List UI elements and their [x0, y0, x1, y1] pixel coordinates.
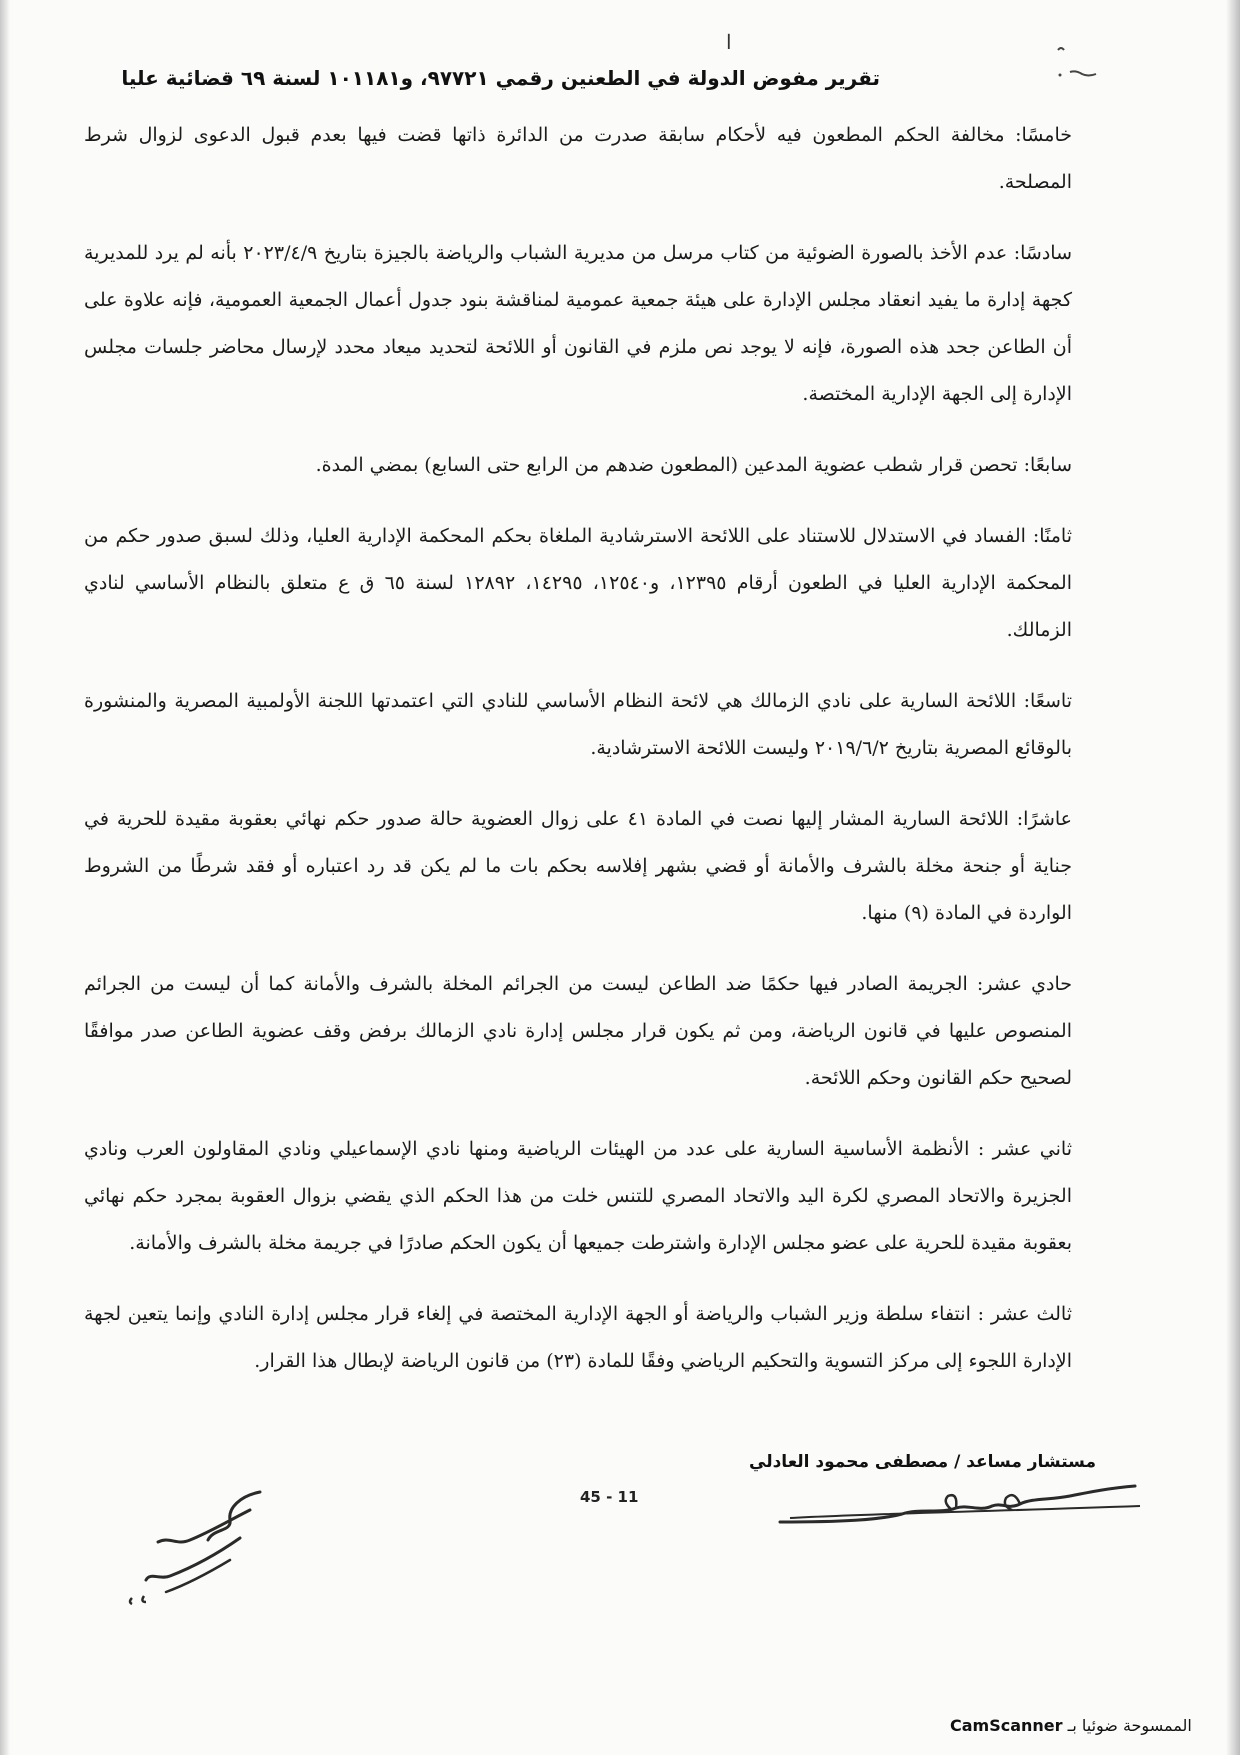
page-edge-left [0, 0, 10, 1755]
paragraph-label: خامسًا: [1015, 124, 1073, 146]
paragraph-text: الجريمة الصادر فيها حكمًا ضد الطاعن ليست من الجرائم المخلة بالشرف والأمانة كما أن ليست من الجرائم المنصوص عليها في قانون الرياضة، ومن ثم يكون قرار مجلس إدارة نادي الزمالك برفض وقف عضوية الطاعن صدر موافقًا لصحيح حكم القانون وحكم اللائحة. [84, 973, 1072, 1089]
paragraph-label: تاسعًا: [1023, 690, 1073, 712]
paragraph-label: ثاني عشر : [977, 1138, 1073, 1160]
footer-prefix: الممسوحة ضوئيا بـ [1067, 1716, 1192, 1735]
paragraph-label: عاشرًا: [1016, 808, 1072, 830]
camscanner-brand: CamScanner [950, 1716, 1063, 1735]
paragraph-text: مخالفة الحكم المطعون فيه لأحكام سابقة صدرت من الدائرة ذاتها قضت فيها بعدم قبول الدعوى لزوال شرط المصلحة. [84, 124, 1072, 193]
paragraph-sixth [84, 230, 1072, 418]
scanner-footer [950, 1716, 1192, 1735]
report-header-title: تقرير مفوض الدولة في الطعنين رقمي ٩٧٧٢١، و١٠١١٨١ لسنة ٦٩ قضائية عليا [121, 66, 880, 90]
paragraph-ninth [84, 678, 1072, 772]
paragraph-label: ثالث عشر : [977, 1303, 1072, 1325]
paragraph-eighth [84, 513, 1072, 654]
paragraph-thirteenth [84, 1291, 1072, 1385]
paragraph-eleventh [84, 961, 1072, 1102]
page-edge-right [1226, 0, 1240, 1755]
paragraph-tenth [84, 796, 1072, 937]
paragraph-label: ثامنًا: [1032, 525, 1072, 547]
paragraph-fifth [84, 112, 1072, 206]
paragraph-seventh [84, 442, 1072, 489]
pen-scribble-mark [1050, 40, 1110, 90]
paragraph-text: اللائحة السارية المشار إليها نصت في المادة ٤١ على زوال العضوية حالة صدور حكم نهائي بعقوبة مقيدة للحرية في جناية أو جنحة مخلة بالشرف والأمانة أو قضي بشهر إفلاسه بحكم بات ما لم يكن قد رد اعتباره أو فقد شرطًا من الشروط الواردة في المادة (٩) منها. [84, 808, 1072, 924]
signature-right [770, 1478, 1150, 1548]
paragraph-text: تحصن قرار شطب عضوية المدعين (المطعون ضدهم من الرابع حتى السابع) بمضي المدة. [315, 454, 1018, 476]
signer-name: مستشار مساعد / مصطفى محمود العادلي [749, 1452, 1096, 1472]
paragraph-text: الفساد في الاستدلال للاستناد على اللائحة الاسترشادية الملغاة بحكم المحكمة الإدارية العليا، وذلك لسبق صدور حكم من المحكمة الإدارية العليا في الطعون أرقام ١٢٣٩٥، و١٢٥٤٠، ١٤٢٩٥، ١٢٨٩٢ لسنة ٦٥ ق ع متعلق بالنظام الأساسي لنادي الزمالك. [84, 525, 1072, 641]
paragraph-text: عدم الأخذ بالصورة الضوئية من كتاب مرسل من مديرية الشباب والرياضة بالجيزة بتاريخ ٢٠٢٣/٤/٩ بأنه لم يرد للمديرية كجهة إدارة ما يفيد انعقاد مجلس الإدارة على هيئة جمعية عمومية لمناقشة بنود جدول أعمال الجمعية العمومية، فإنه علاوة على أن الطاعن جحد هذه الصورة، فإنه لا يوجد نص ملزم في القانون أو اللائحة لتحديد ميعاد محدد لإرسال محاضر جلسات مجلس الإدارة إلى الجهة الإدارية المختصة. [84, 242, 1072, 405]
paragraph-label: حادي عشر: [976, 973, 1072, 995]
paragraph-twelfth [84, 1126, 1072, 1267]
paragraph-text: الأنظمة الأساسية السارية على عدد من الهيئات الرياضية ومنها نادي الإسماعيلي ونادي المقاولون العرب ونادي الجزيرة والاتحاد المصري لكرة اليد والاتحاد المصري للتنس خلت من هذا الحكم الذي يقضي بزوال العقوبة بمجرد حكم نهائي بعقوبة مقيدة للحرية على عضو مجلس الإدارة واشترطت جميعها أن يكون الحكم صادرًا في جريمة مخلة بالشرف والأمانة. [84, 1138, 1072, 1254]
paragraph-text: اللائحة السارية على نادي الزمالك هي لائحة النظام الأساسي للنادي التي اعتمدتها اللجنة الأولمبية المصرية والمنشورة بالوقائع المصرية بتاريخ ٢٠١٩/٦/٢ وليست اللائحة الاسترشادية. [84, 690, 1072, 759]
paragraph-label: سابعًا: [1023, 454, 1072, 476]
page-mark: ا [726, 30, 732, 54]
signature-left [110, 1480, 280, 1610]
report-body [84, 112, 1072, 1409]
paragraph-label: سادسًا: [1013, 242, 1072, 264]
page-number: 45 - 11 [580, 1488, 639, 1506]
paragraph-text: انتفاء سلطة وزير الشباب والرياضة أو الجهة الإدارية المختصة في إلغاء قرار مجلس إدارة النادي وإنما يتعين لجهة الإدارة اللجوء إلى مركز التسوية والتحكيم الرياضي وفقًا للمادة (٢٣) من قانون الرياضة لإبطال هذا القرار. [84, 1303, 1072, 1372]
